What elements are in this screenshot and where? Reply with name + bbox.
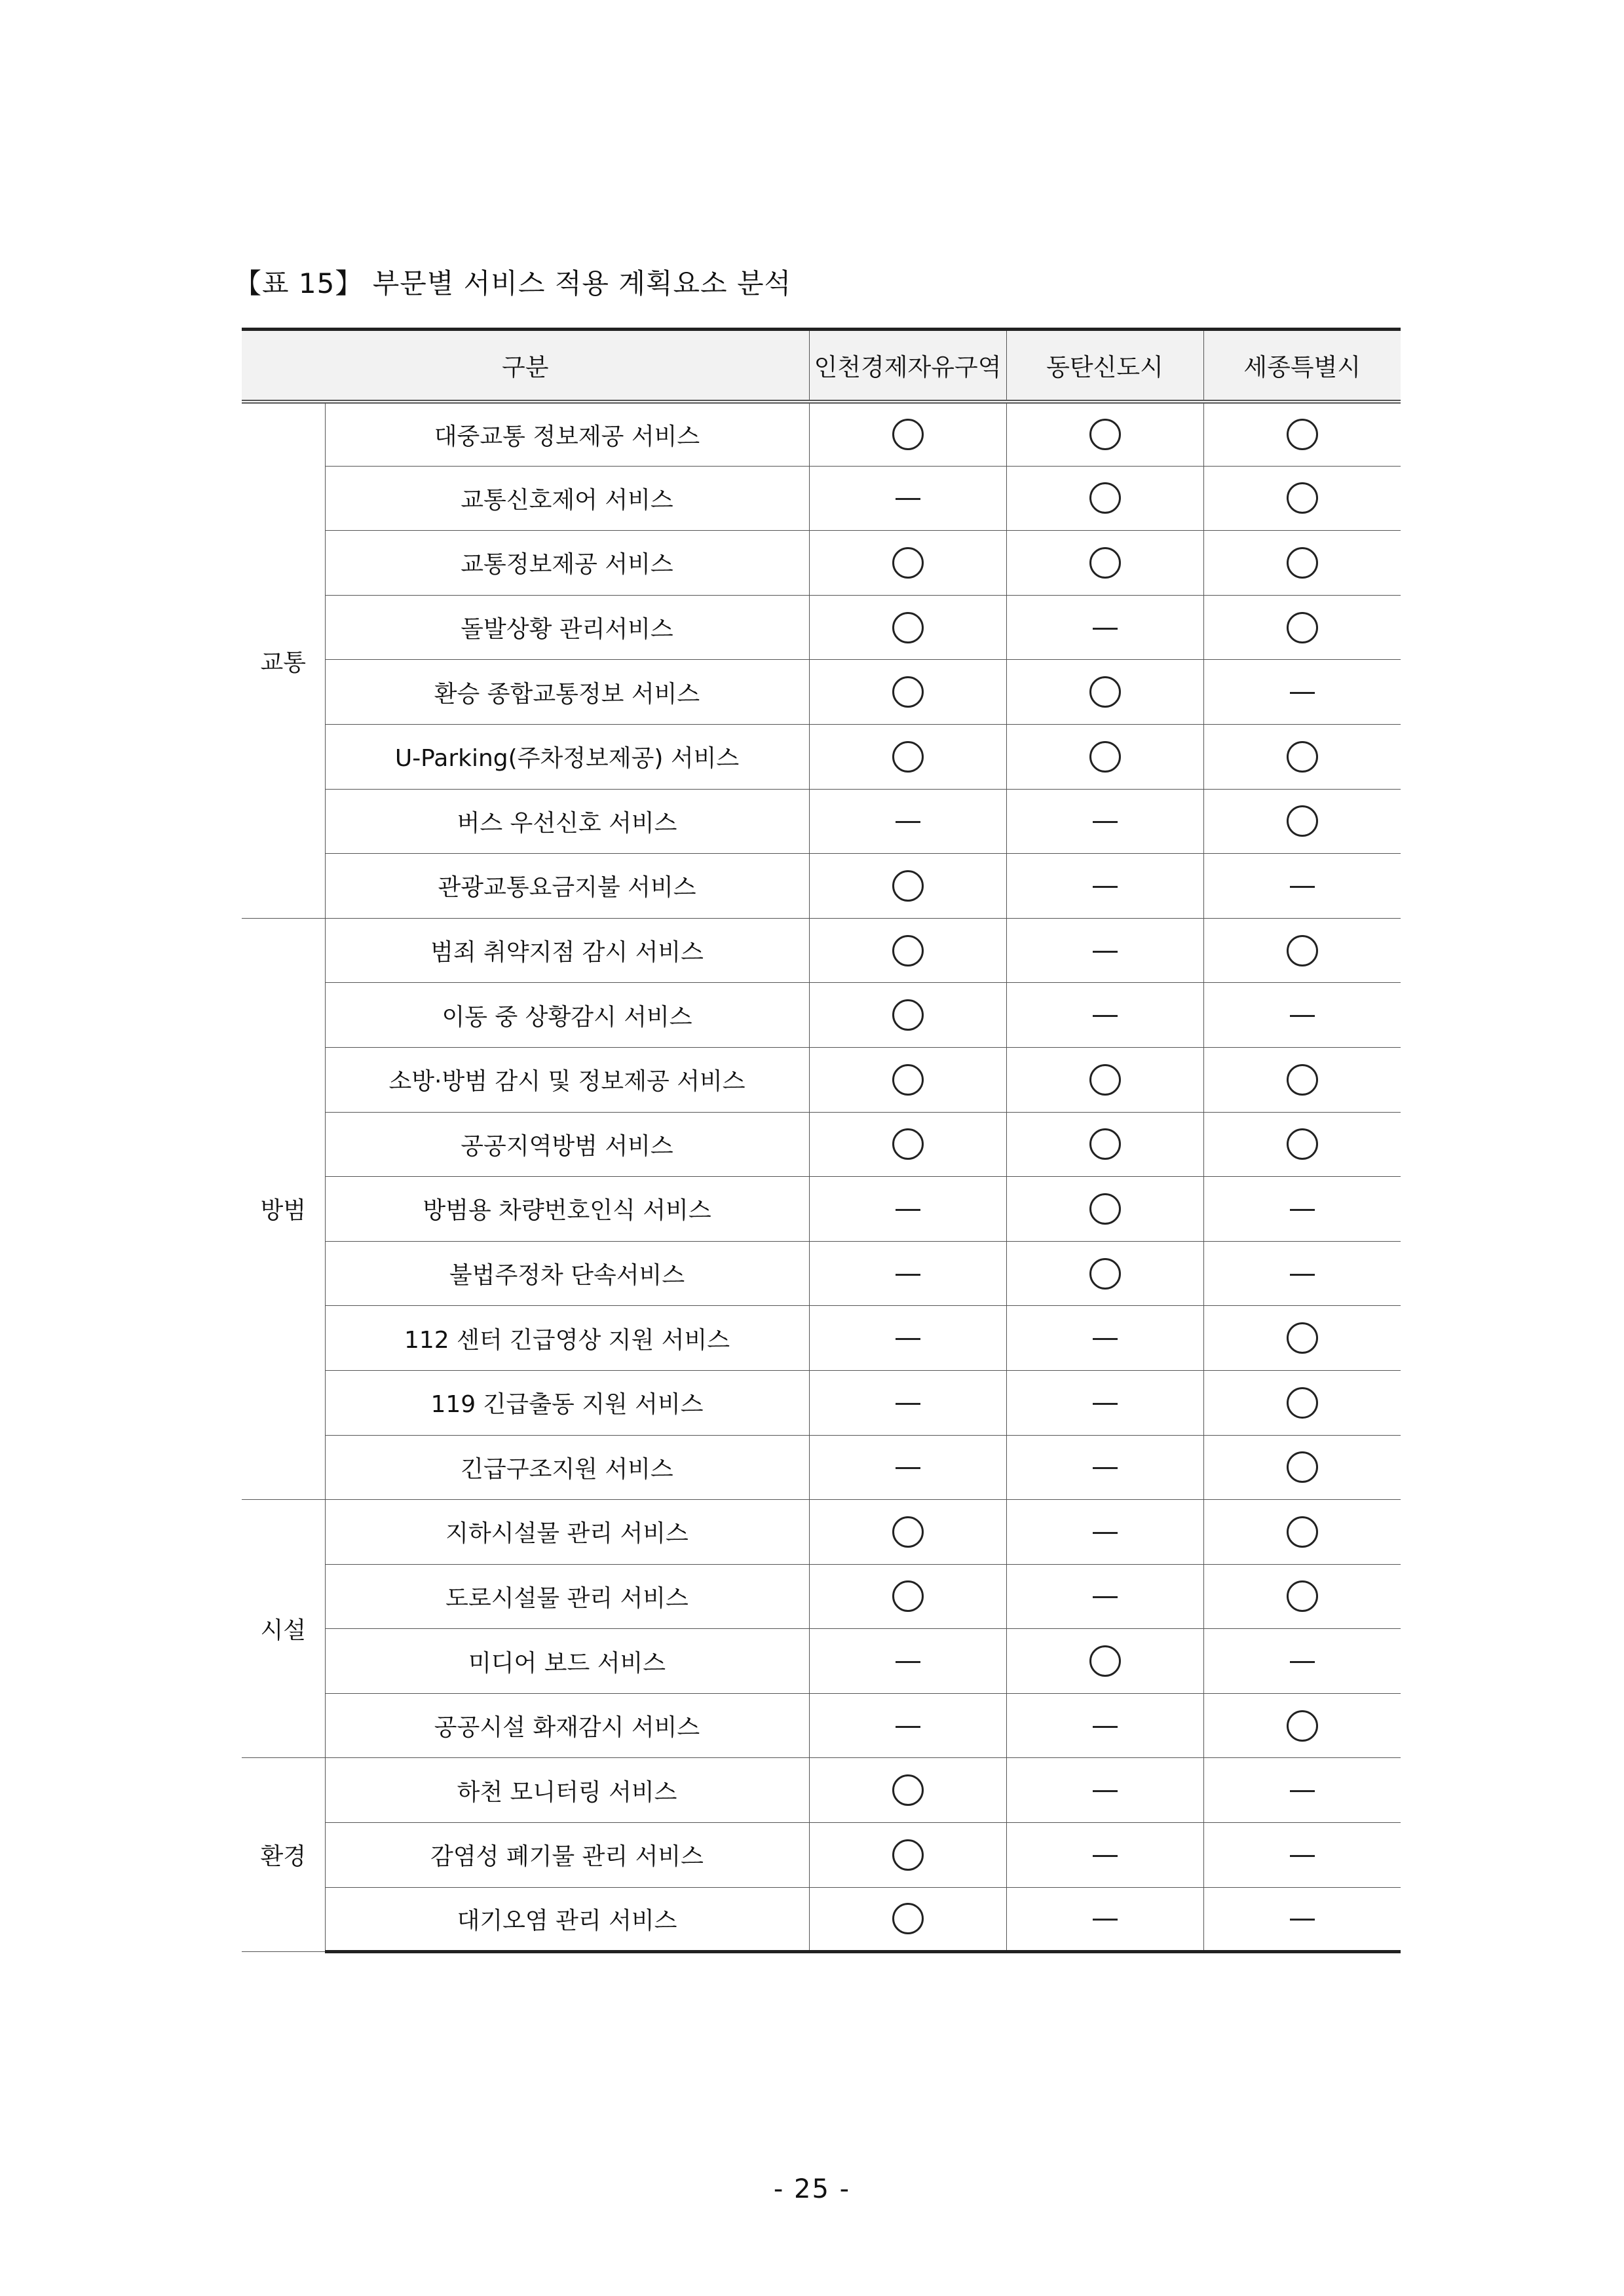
circle-icon [1287,1451,1318,1483]
status-cell [1203,983,1401,1048]
status-cell [809,1112,1006,1177]
status-cell [1203,1887,1401,1952]
table-row [242,1370,1401,1435]
status-cell [1006,1758,1203,1823]
header-category: 구분 [242,330,809,402]
status-cell [1203,1047,1401,1112]
service-name-cell: 교통정보제공 서비스 [325,531,809,596]
dash-icon [1093,886,1118,888]
dash-icon [1093,1403,1118,1405]
status-cell [809,1177,1006,1242]
service-name-cell: 이동 중 상황감시 서비스 [325,983,809,1048]
status-cell [809,531,1006,596]
status-cell [809,1435,1006,1500]
table-row [242,789,1401,854]
service-name-cell: 도로시설물 관리 서비스 [325,1564,809,1629]
circle-icon [1089,1258,1121,1290]
service-name-cell: 112 센터 긴급영상 지원 서비스 [325,1306,809,1371]
circle-icon [892,1064,924,1096]
dash-icon [1290,886,1315,888]
circle-icon [1089,547,1121,579]
dash-icon [1093,1790,1118,1792]
dash-icon [1290,692,1315,694]
status-cell [1006,1500,1203,1565]
circle-icon [892,547,924,579]
status-cell [1203,1241,1401,1306]
dash-icon [1290,1855,1315,1857]
header-dongtan: 동탄신도시 [1006,330,1203,402]
circle-icon [1089,676,1121,708]
dash-icon [1290,1274,1315,1276]
table-row [242,1629,1401,1694]
circle-icon [892,1903,924,1934]
circle-icon [892,676,924,708]
dash-icon [896,1726,920,1728]
service-name-cell: 긴급구조지원 서비스 [325,1435,809,1500]
service-name-cell: 119 긴급출동 지원 서비스 [325,1370,809,1435]
table-row [242,660,1401,725]
service-name-cell: 돌발상황 관리서비스 [325,595,809,660]
circle-icon [892,1516,924,1548]
service-name-cell: 불법주정차 단속서비스 [325,1241,809,1306]
status-cell [1203,1306,1401,1371]
table-row [242,1047,1401,1112]
status-cell [1203,1823,1401,1888]
service-name-cell: 버스 우선신호 서비스 [325,789,809,854]
circle-icon [1287,741,1318,773]
circle-icon [1287,612,1318,643]
circle-icon [892,419,924,450]
status-cell [809,724,1006,789]
dash-icon [1093,1596,1118,1598]
dash-icon [1290,1790,1315,1792]
category-cell: 교통 [242,402,325,919]
service-name-cell: 환승 종합교통정보 서비스 [325,660,809,725]
status-cell [1006,1435,1203,1500]
circle-icon [892,1580,924,1612]
service-name-cell: 미디어 보드 서비스 [325,1629,809,1694]
table-row [242,1435,1401,1500]
circle-icon [1287,1710,1318,1742]
circle-icon [1089,1128,1121,1160]
service-analysis-table [242,328,1401,1953]
status-cell [1006,1693,1203,1758]
status-cell [1203,854,1401,919]
status-cell [809,1500,1006,1565]
table-row [242,1693,1401,1758]
dash-icon [896,1209,920,1211]
service-name-cell: 방범용 차량번호인식 서비스 [325,1177,809,1242]
table-row [242,1887,1401,1952]
table-row [242,466,1401,531]
status-cell [1203,789,1401,854]
status-cell [1006,1564,1203,1629]
status-cell [809,1564,1006,1629]
service-name-cell: 소방·방범 감시 및 정보제공 서비스 [325,1047,809,1112]
service-name-cell: 하천 모니터링 서비스 [325,1758,809,1823]
status-cell [1203,466,1401,531]
status-cell [1006,466,1203,531]
table-row [242,724,1401,789]
circle-icon [1089,1193,1121,1225]
status-cell [1006,1823,1203,1888]
circle-icon [892,1774,924,1806]
category-cell: 시설 [242,1500,325,1758]
table-row [242,402,1401,467]
service-name-cell: 공공지역방범 서비스 [325,1112,809,1177]
table-row [242,531,1401,596]
status-cell [1203,918,1401,983]
status-cell [1006,918,1203,983]
dash-icon [1290,1661,1315,1663]
table-row [242,918,1401,983]
circle-icon [1287,419,1318,450]
status-cell [1006,1370,1203,1435]
status-cell [1006,1112,1203,1177]
table-caption: 【표 15】 부문별 서비스 적용 계획요소 분석 [234,267,792,299]
status-cell [809,854,1006,919]
status-cell [809,1758,1006,1823]
dash-icon [1093,1855,1118,1857]
dash-icon [896,1274,920,1276]
status-cell [1203,1629,1401,1694]
table-row [242,983,1401,1048]
table-row [242,595,1401,660]
category-cell: 방범 [242,918,325,1499]
dash-icon [1093,1919,1118,1921]
dash-icon [896,498,920,500]
circle-icon [1089,1064,1121,1096]
status-cell [1203,660,1401,725]
status-cell [1203,724,1401,789]
dash-icon [896,1467,920,1469]
status-cell [1006,595,1203,660]
circle-icon [892,741,924,773]
status-cell [1203,1112,1401,1177]
status-cell [809,1047,1006,1112]
table-row [242,854,1401,919]
status-cell [1006,1629,1203,1694]
service-name-cell: 범죄 취약지점 감시 서비스 [325,918,809,983]
service-name-cell: 관광교통요금지불 서비스 [325,854,809,919]
dash-icon [896,1403,920,1405]
status-cell [1006,1887,1203,1952]
status-cell [809,1306,1006,1371]
status-cell [1006,402,1203,467]
status-cell [1203,1564,1401,1629]
status-cell [1006,1047,1203,1112]
status-cell [1006,724,1203,789]
service-name-cell: 교통신호제어 서비스 [325,466,809,531]
table-header-row [242,330,1401,402]
dash-icon [896,1661,920,1663]
circle-icon [1089,482,1121,514]
status-cell [1203,1435,1401,1500]
circle-icon [1089,741,1121,773]
dash-icon [1093,821,1118,823]
status-cell [1203,1693,1401,1758]
dash-icon [1093,1726,1118,1728]
dash-icon [1093,1338,1118,1340]
status-cell [1006,1306,1203,1371]
service-name-cell: 지하시설물 관리 서비스 [325,1500,809,1565]
header-sejong: 세종특별시 [1203,330,1401,402]
dash-icon [1290,1919,1315,1921]
table-row [242,1500,1401,1565]
status-cell [1203,1758,1401,1823]
dash-icon [1093,628,1118,630]
status-cell [809,983,1006,1048]
status-cell [809,660,1006,725]
circle-icon [892,935,924,966]
circle-icon [1089,1645,1121,1677]
status-cell [1203,1500,1401,1565]
dash-icon [1093,951,1118,953]
dash-icon [1093,1467,1118,1469]
status-cell [1203,1177,1401,1242]
header-incheon: 인천경제자유구역 [809,330,1006,402]
dash-icon [1290,1015,1315,1017]
circle-icon [1287,482,1318,514]
status-cell [1006,789,1203,854]
status-cell [1006,1177,1203,1242]
status-cell [1203,402,1401,467]
table-row [242,1177,1401,1242]
status-cell [1203,531,1401,596]
status-cell [809,402,1006,467]
circle-icon [1287,1064,1318,1096]
service-name-cell: 감염성 폐기물 관리 서비스 [325,1823,809,1888]
circle-icon [892,1128,924,1160]
service-name-cell: 공공시설 화재감시 서비스 [325,1693,809,1758]
circle-icon [892,870,924,902]
status-cell [809,1629,1006,1694]
service-name-cell: 대기오염 관리 서비스 [325,1887,809,1952]
status-cell [809,1241,1006,1306]
table-row [242,1112,1401,1177]
dash-icon [896,1338,920,1340]
circle-icon [1287,1580,1318,1612]
status-cell [1006,531,1203,596]
status-cell [1006,660,1203,725]
status-cell [809,466,1006,531]
status-cell [809,1887,1006,1952]
status-cell [1006,854,1203,919]
table-row [242,1564,1401,1629]
circle-icon [1287,1387,1318,1419]
dash-icon [1093,1532,1118,1534]
table-row [242,1758,1401,1823]
circle-icon [892,999,924,1031]
circle-icon [1287,547,1318,579]
circle-icon [1089,419,1121,450]
table-row [242,1823,1401,1888]
circle-icon [1287,1516,1318,1548]
category-cell: 환경 [242,1758,325,1952]
status-cell [809,595,1006,660]
dash-icon [1290,1209,1315,1211]
status-cell [809,1370,1006,1435]
status-cell [1006,983,1203,1048]
circle-icon [1287,1322,1318,1354]
service-name-cell: 대중교통 정보제공 서비스 [325,402,809,467]
circle-icon [1287,805,1318,837]
status-cell [1006,1241,1203,1306]
status-cell [809,789,1006,854]
status-cell [1203,595,1401,660]
circle-icon [892,612,924,643]
dash-icon [896,821,920,823]
table-row [242,1241,1401,1306]
circle-icon [1287,1128,1318,1160]
status-cell [809,1823,1006,1888]
circle-icon [1287,935,1318,966]
table-row [242,1306,1401,1371]
status-cell [809,1693,1006,1758]
page-number: - 25 - [773,2174,851,2204]
status-cell [809,918,1006,983]
status-cell [1203,1370,1401,1435]
service-name-cell: U-Parking(주차정보제공) 서비스 [325,724,809,789]
circle-icon [892,1839,924,1871]
dash-icon [1093,1015,1118,1017]
